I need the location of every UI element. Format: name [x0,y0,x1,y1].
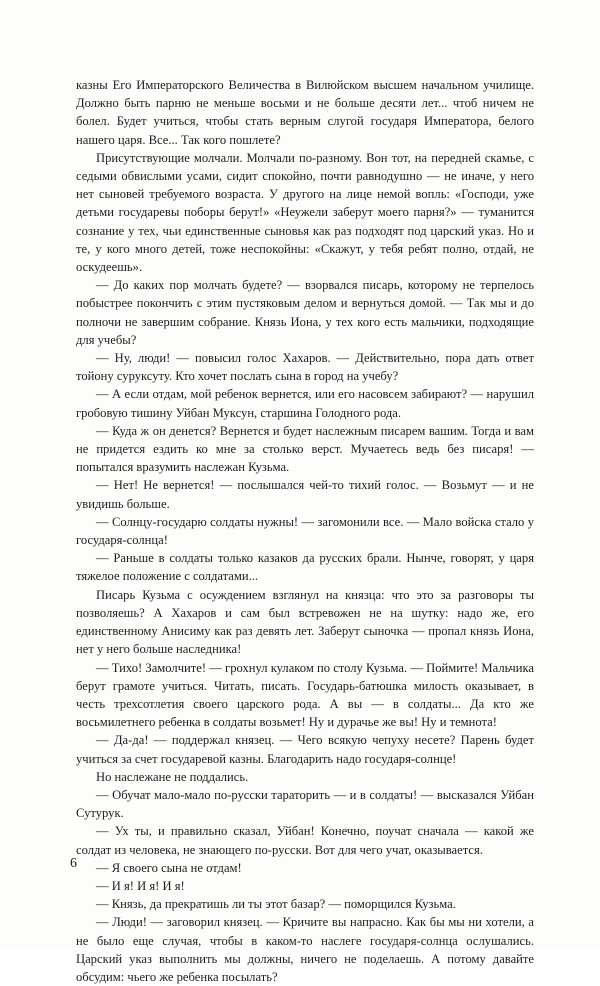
paragraph: — Раньше в солдаты только казаков да русских брали. Нынче, говорят, у царя тяжелое положение с солдатами... [76,551,534,584]
paragraph: казны Его Императорского Величества в Вилюйском высшем начальном училище. Должно быть парню не меньше восьми и не больше десяти лет... чтоб ничем не болел. Будет учиться, чтобы стать верным слугой государя Императора, белого нашего царя. Все... Так кого пошлете? [76,78,534,147]
paragraph: — Куда ж он денется? Вернется и будет наслежным писарем вашим. Тогда и вам не придется ездить ко мне за столько верст. Мучаетесь ведь без писаря! — попытался вразумить наслежан Кузьма. [76,423,534,475]
paragraph: — Нет! Не вернется! — послышался чей-то тихий голос. — Возьмут — и не увидишь больше. [76,478,534,511]
paragraph: — Тихо! Замолчите! — грохнул кулаком по столу Кузьма. — Поймите! Мальчика берут грамоте учиться. Читать, писать. Государь-батюшка милость оказывает, в честь трехсотлетия своего царского рода. А вы — в солдаты... Да кто же восьмилетнего ребенка в солдаты возьмет! Ну и дурачье же вы! Ну и темнота! [76,660,534,730]
paragraph: — До каких пор молчать будете? — взорвался писарь, которому не терпелось побыстрее покончить с этим пустяковым делом и вернуться домой. — Так мы и до полночи не завершим собрание. Князь Иона, у тех кого есть мальчики, подходящие для учебы? [76,278,534,347]
paragraph: — Я своего сына не отдам! [96,860,242,875]
paragraph: Писарь Кузьма с осуждением взглянул на князца: что это за разговоры ты позволяешь? А Хахаров и сам был встревожен не на шутку: надо же, его единственному Анисиму как раз девять лет. Заберут сыночка — пропал князь Иона, нет у него больше наследника! [76,587,534,657]
paragraph: — Солнцу-государю солдаты нужны! — загомонили все. — Мало войска стало у государя-солнца! [76,514,534,548]
paragraph: — А если отдам, мой ребенок вернется, или его насовсем забирают? — нарушил гробовую тишину Уйбан Муксун, старшина Голодного рода. [76,387,534,420]
paragraph: — Ух ты, и правильно сказал, Уйбан! Конечно, поучат сначала — какой же солдат из человека, не знающего по-русски. Вот для чего учат, оказывается. [76,824,534,857]
paragraph: — Люди! — заговорил князец. — Кричите вы напрасно. Как бы мы ни хотели, а не было еще случая, чтобы в каком-то наслеге государя-солнца ослушались. Царский указ выполнить мы должны, ничего не поделаешь. А потому давайте обсудим: чьего же ребенка посылать? [76,915,534,984]
paragraph: — Обучат мало-мало по-русски тараторить — и в солдаты! — высказался Уйбан Сутурук. [76,787,534,821]
page-number: 6 [70,856,77,871]
paragraph: — Да-да! — поддержал князец. — Чего всякую чепуху несете? Парень будет учиться за счет государевой казны. Благодарить надо государя-солнце! [76,733,534,766]
body-text [76,76,534,986]
paragraph: — Князь, да прекратишь ли ты этот базар? — поморщился Кузьма. [96,897,456,912]
paragraph: Но наслежане не поддались. [96,769,249,784]
paragraph: — И я! И я! И я! [96,878,185,893]
paragraph: — Ну, люди! — повысил голос Хахаров. — Действительно, пора дать ответ тойону суруксуту. Кто хочет послать сына в город на учебу? [76,351,534,384]
paragraph: Присутствующие молчали. Молчали по-разному. Вон тот, на передней скамье, с седыми обвислыми усами, сидит спокойно, почти равнодушно — не иначе, у него нет сыновей требуемого возраста. У другого на лице немой вопль: «Господи, уже детьми государевы поборы берут!» «Неужели заберут моего парня?» — туманится сознание у тех, чьи единственные сыновья как раз подходят под царский указ. Но и те, у кого много детей, тоже неспокойны: «Скажут, у тебя ребят полно, отдай, не оскудеешь». [76,150,534,275]
